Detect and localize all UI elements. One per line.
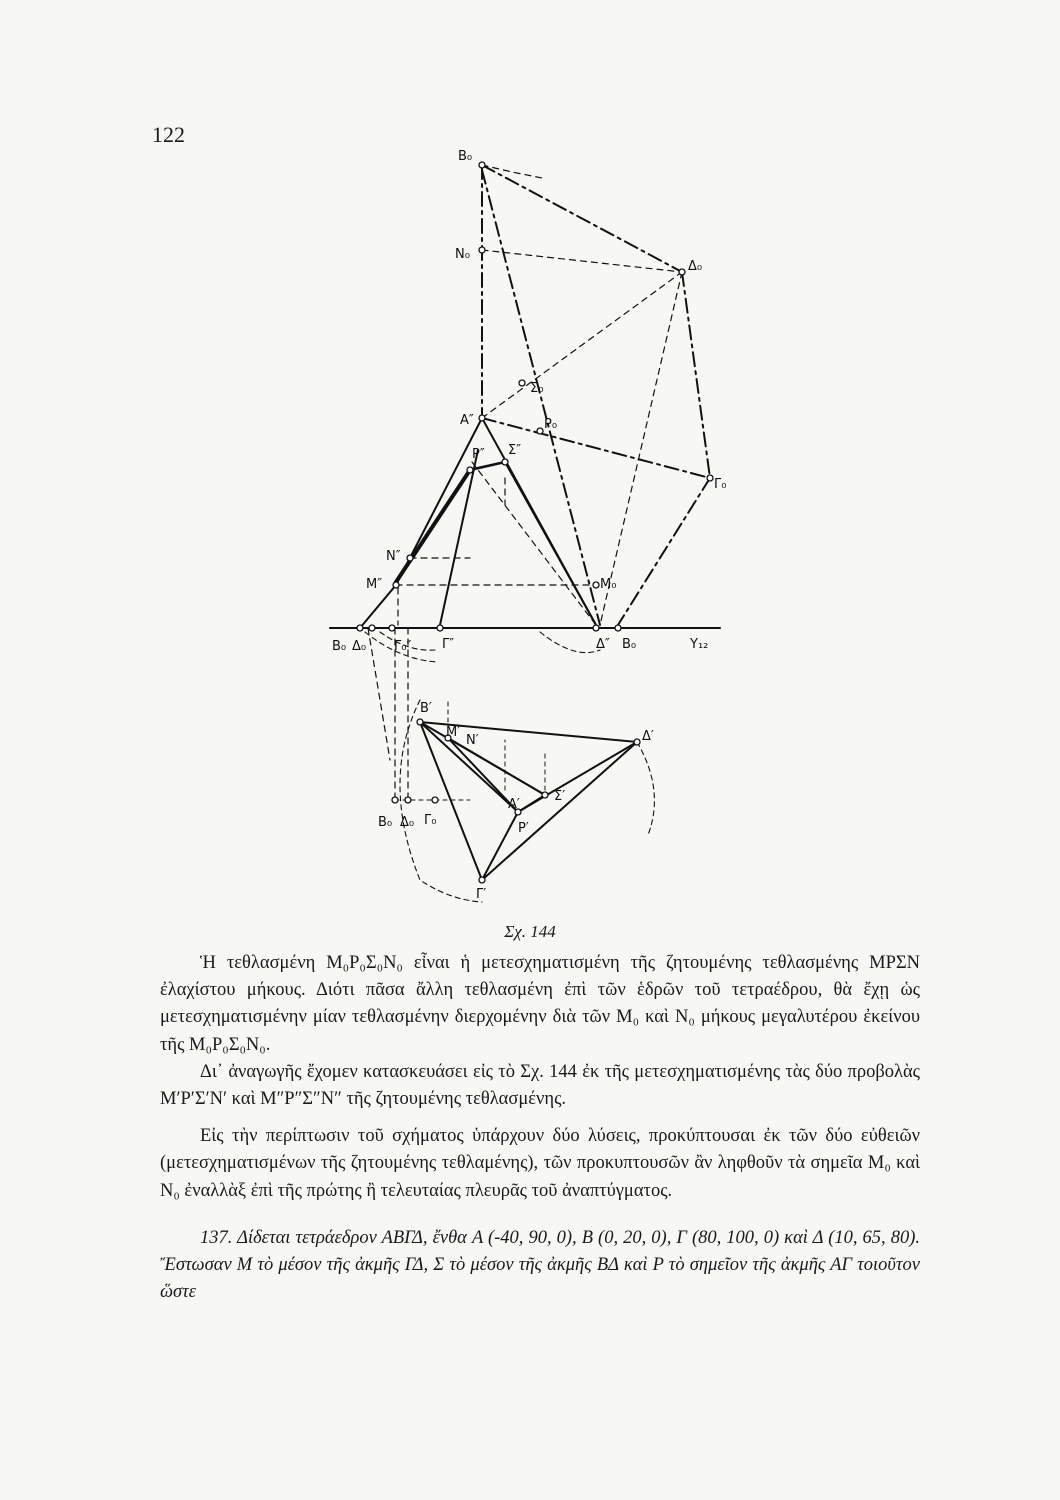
label-S0: Σ₀ xyxy=(530,381,544,396)
label-N1: N′ xyxy=(466,733,479,748)
body-text xyxy=(160,950,920,1306)
label-P0: P₀ xyxy=(544,417,558,432)
label-B0-low: B₀ xyxy=(378,815,393,830)
label-S2: Σ″ xyxy=(508,443,522,458)
label-M0: M₀ xyxy=(600,577,617,592)
paragraph-1: Ἡ τεθλασμένη M₀P₀Σ₀N₀ εἶναι ἡ μετεσχηματισμένη τῆς ζητουμένης τεθλασμένης ΜΡΣΝ ἐλαχίστου μήκους. Διότι πᾶσα ἄλλη τεθλασμένη ἐπὶ τῶν ἑδρῶν τοῦ τετραέδρου, θὰ ἔχῃ ὡς μετεσχηματισμένην μίαν τεθλασμένην διερχομένην διὰ τῶν M₀ καὶ N₀ μήκους μεγαλυτέρου ἐκείνου τῆς M₀P₀Σ₀N₀. xyxy=(160,953,920,1055)
paragraph-2: Δι᾽ ἀναγωγῆς ἔχομεν κατασκευάσει εἰς τὸ Σχ. 144 ἐκ τῆς μετεσχηματισμένης τὰς δύο προβολὰς M′P′Σ′N′ καὶ M″P″Σ″N″ τῆς ζητουμένης τεθλασμένης. xyxy=(160,1061,920,1110)
label-D0: Δ₀ xyxy=(688,259,703,274)
label-N0: N₀ xyxy=(455,247,470,262)
label-P1: P′ xyxy=(518,821,529,836)
label-G0-low: Γ₀ xyxy=(424,813,437,828)
label-G0-axis: Γ₀″ xyxy=(394,639,412,654)
label-D1: Δ′ xyxy=(642,729,654,744)
label-B0-right: B₀ xyxy=(622,637,637,652)
label-G1: Γ′ xyxy=(476,887,487,902)
page-number: 122 xyxy=(152,122,185,147)
figure-caption: Σχ. 144 xyxy=(504,922,556,941)
label-G0: Γ₀ xyxy=(714,477,727,492)
label-B0-axis: B₀ xyxy=(332,639,347,654)
label-A2: A″ xyxy=(460,413,474,428)
label-N2: N″ xyxy=(386,549,401,564)
label-M1: M′ xyxy=(446,725,461,740)
label-G2: Γ″ xyxy=(442,637,455,652)
label-M2: M″ xyxy=(366,577,383,592)
label-A1: A′ xyxy=(508,797,520,812)
label-B0: B₀ xyxy=(458,149,473,164)
label-axis-Y12: Y₁₂ xyxy=(690,637,709,652)
label-B1: B′ xyxy=(420,701,432,716)
label-D2: Δ″ xyxy=(596,637,610,652)
paragraph-3: Εἰς τὴν περίπτωσιν τοῦ σχήματος ὑπάρχουν δύο λύσεις, προκύπτουσαι ἐκ τῶν δύο εὐθειῶν (μετεσχηματισμένων τῆς ζητουμένης τεθλαμένης), τῶν προκυπτουσῶν ἂν ληφθοῦν τὰ σημεῖα M₀ καὶ N₀ ἐναλλὰξ ἐπὶ τῆς πρώτης ἢ τελευταίας πλευρᾶς τοῦ ἀναπτύγματος. xyxy=(160,1126,920,1201)
label-D0-axis: Δ₀ xyxy=(352,639,367,654)
label-S1: Σ′ xyxy=(554,789,566,804)
label-P2: P″ xyxy=(472,447,485,462)
label-D0-low: Δ₀ xyxy=(400,815,415,830)
problem-137: 137. Δίδεται τετράεδρον ΑΒΓΔ, ἔνθα A (-40, 90, 0), B (0, 20, 0), Γ (80, 100, 0) καὶ Δ (10, 65, 80). Ἔστωσαν M τὸ μέσον τῆς ἀκμῆς ΓΔ, Σ τὸ μέσον τῆς ἀκμῆς ΒΔ καὶ P τὸ σημεῖον τῆς ἀκμῆς ΑΓ τοιοῦτον ὥστε xyxy=(160,1227,920,1303)
